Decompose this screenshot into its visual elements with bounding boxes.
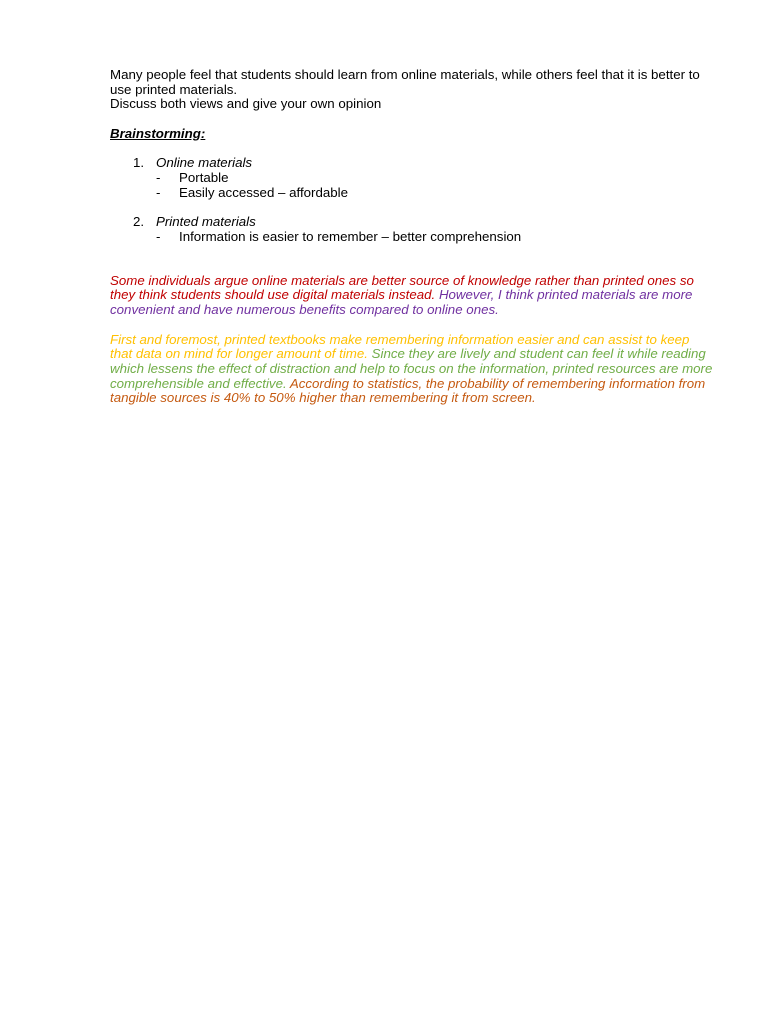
list-number: 1. <box>133 155 145 171</box>
list-item <box>110 215 714 230</box>
body-sentence-explanation: Since they are lively and student can feel it while reading which lessens the effect of distraction and help to focus on the information, printed resources are more comprehensible and effective. <box>110 346 713 391</box>
prompt-line-2: Discuss both views and give your own opinion <box>110 96 382 112</box>
list-number: 2. <box>133 213 145 229</box>
spacer <box>110 259 714 274</box>
list-item-title: Printed materials <box>156 213 256 229</box>
list-item <box>110 156 714 171</box>
brainstorm-group-online <box>110 156 714 200</box>
essay-intro-paragraph <box>110 274 714 318</box>
bullet-text: Portable <box>179 169 229 185</box>
bullet-item <box>110 171 714 186</box>
body-sentence-evidence: According to statistics, the probability of remembering information from tangible sources is 40% to 50% higher than remembering it from screen. <box>110 375 706 406</box>
list-item-title: Online materials <box>156 155 253 171</box>
brainstorming-heading: Brainstorming: <box>110 125 206 141</box>
intro-sentence-argument: Some individuals argue online materials are better source of knowledge rather than printed ones so they think students should use digital materials instead. <box>110 272 694 303</box>
spacer <box>110 200 714 215</box>
essay-body-paragraph-1 <box>110 333 714 407</box>
spacer <box>110 142 714 157</box>
bullet-dash: - <box>156 228 161 244</box>
bullet-text: Information is easier to remember – better comprehension <box>179 228 522 244</box>
bullet-item <box>110 230 714 245</box>
spacer <box>110 318 714 333</box>
prompt-line-1: Many people feel that students should learn from online materials, while others feel that it is better to use printed materials. <box>110 67 700 97</box>
bullet-dash: - <box>156 184 161 200</box>
bullet-text: Easily accessed – affordable <box>179 184 349 200</box>
body-sentence-topic: First and foremost, printed textbooks make remembering information easier and can assist to keep that data on mind for longer amount of time. <box>110 331 690 362</box>
intro-sentence-opinion: However, I think printed materials are more convenient and have numerous benefits compared to online ones. <box>110 287 693 318</box>
bullet-item <box>110 186 714 201</box>
bullet-dash: - <box>156 169 161 185</box>
document-page <box>110 68 714 406</box>
spacer <box>110 112 714 127</box>
spacer <box>110 244 714 259</box>
brainstorm-group-printed <box>110 215 714 244</box>
